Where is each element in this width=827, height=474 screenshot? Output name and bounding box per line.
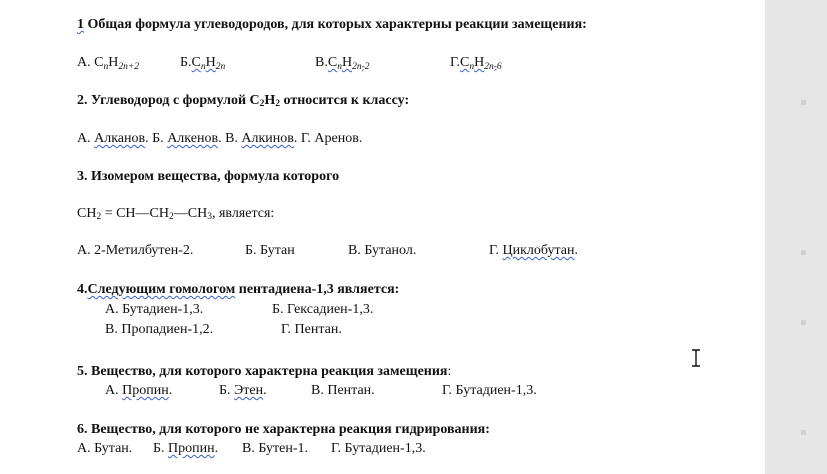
option-2d: Г. Аренов. (300, 131, 363, 146)
option-4a: А. Бутадиен-1,3. (105, 302, 204, 317)
side-marker (801, 430, 806, 435)
option-2b: Б. Алкенов. (152, 131, 226, 146)
option-3a: А. 2-Метилбутен-2. (77, 243, 194, 258)
side-marker (801, 320, 806, 325)
side-marker (801, 250, 806, 255)
option-1d: $Г.C_nH_{2n-6}$ (450, 55, 502, 72)
option-1a: А. $C_nH_{2n+2}$ (77, 55, 140, 72)
question-1-title (77, 17, 587, 33)
option-3d: Г. Циклобутан. (489, 243, 578, 258)
question-6-options (77, 441, 577, 459)
question-4-title: 4.Следующим гомологом пентадиена-1,3 является: (77, 282, 400, 297)
question-1-options (77, 55, 677, 73)
question-5-options (105, 383, 605, 401)
question-2-title: 2. Углеводород с формулой C2H2 относится к классу: (77, 93, 410, 109)
option-3b: Б. Бутан (245, 243, 295, 258)
question-2-options (77, 131, 362, 147)
option-4c: В. Пропадиен-1,2. (105, 322, 214, 337)
option-4b: Б. Гексадиен-1,3. (272, 302, 374, 317)
option-5d: Г. Бутадиен-1,3. (442, 383, 537, 398)
side-marker (801, 100, 806, 105)
option-4d: Г. Пентан. (281, 322, 342, 337)
option-5c: В. Пентан. (311, 383, 375, 398)
option-2a: А. Алканов. (77, 131, 153, 146)
option-5a: А. Пропин. (105, 383, 173, 398)
option-3c: В. Бутанол. (348, 243, 417, 258)
question-4-options-row1 (105, 302, 505, 320)
side-scroll-panel[interactable] (765, 0, 827, 474)
question-6-title: 6. Вещество, для которого не характерна реакция гидрирования: (77, 422, 490, 437)
question-1-text: Общая формула углеводородов, для которых характерны реакции замещения: (84, 17, 587, 32)
question-3-formula: CH2 = CH—CH2—CH3, является: (77, 206, 275, 222)
option-5b: Б. Этен. (219, 383, 267, 398)
question-3-title: 3. Изомером вещества, формула которого (77, 169, 340, 184)
option-1c: $В.C_nH_{2n-2}$ (315, 55, 370, 72)
option-6b: Б. Пропин. (153, 441, 219, 456)
option-6c: В. Бутен-1. (242, 441, 309, 456)
question-3-options (77, 243, 677, 261)
question-4-options-row2 (105, 322, 505, 340)
option-1b: $Б.C_nH_{2n}$ (180, 55, 226, 72)
option-2c: В. Алкинов. (225, 131, 301, 146)
option-6a: А. Бутан. (77, 441, 133, 456)
option-6d: Г. Бутадиен-1,3. (331, 441, 426, 456)
question-5-title: 5. Вещество, для которого характерна реакция замещения: (77, 364, 452, 379)
question-1-number: 1 (77, 17, 84, 32)
text-cursor-icon (690, 349, 702, 367)
